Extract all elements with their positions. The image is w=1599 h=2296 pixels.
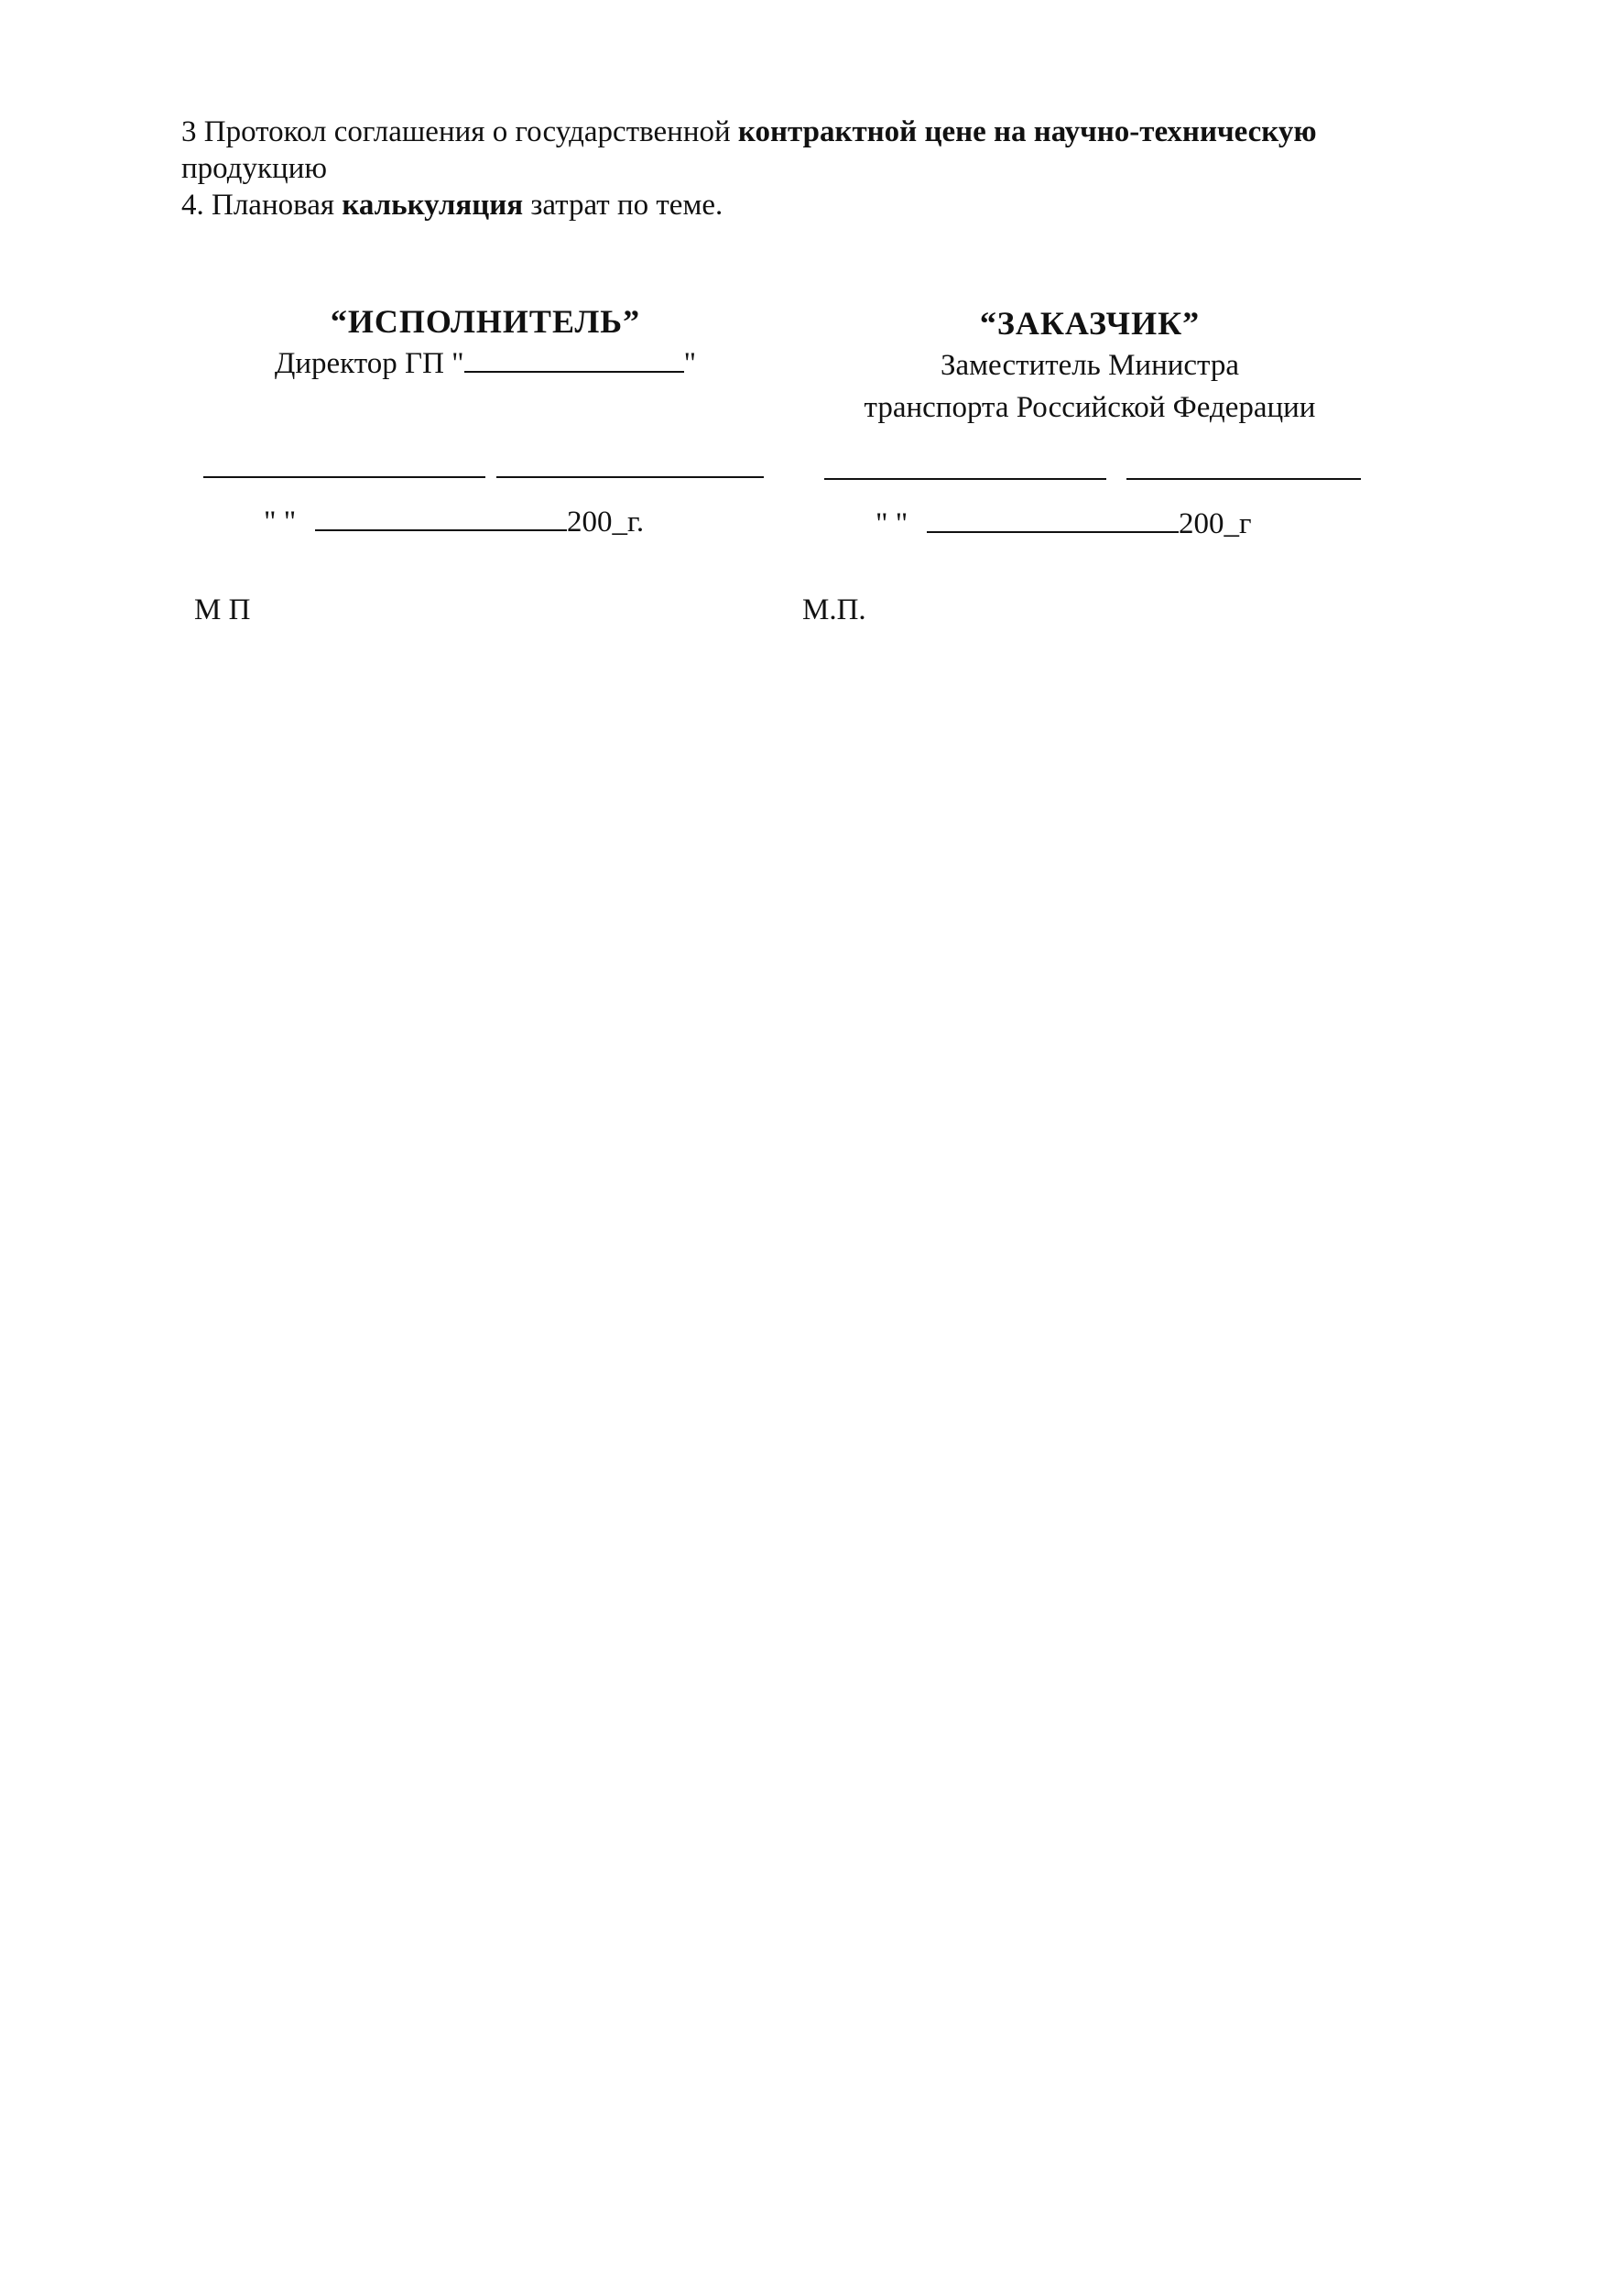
customer-block xyxy=(806,302,1374,429)
customer-date-quotes: " " xyxy=(876,507,908,540)
customer-name-line xyxy=(1126,478,1361,480)
executor-role: “ИСПОЛНИТЕЛЬ” xyxy=(330,303,641,340)
customer-title-line-1: Заместитель Министра xyxy=(940,349,1240,382)
executor-title-prefix: Директор ГП " xyxy=(274,347,464,380)
executor-date xyxy=(264,502,644,540)
executor-block xyxy=(229,300,742,385)
attachment-item-3-bold: контрактной цене на научно-техническую xyxy=(737,115,1317,148)
customer-title-line-2: транспорта Российской Федерации xyxy=(864,391,1316,424)
customer-date-year: 200_г xyxy=(1179,507,1252,540)
attachment-item-4 xyxy=(181,187,1427,223)
attachment-item-3-text: 3 Протокол соглашения о государственной xyxy=(181,115,738,148)
customer-date-blank xyxy=(927,504,1179,533)
executor-org-blank xyxy=(464,345,684,373)
attachment-item-3-continuation: продукцию xyxy=(181,152,328,185)
executor-stamp-place: М П xyxy=(194,593,251,626)
attachment-item-3 xyxy=(181,114,1427,150)
executor-date-quotes: " " xyxy=(264,506,297,539)
executor-name-line xyxy=(496,476,764,478)
executor-signature-line xyxy=(203,476,485,478)
customer-signature-line xyxy=(824,478,1106,480)
attachment-item-4-suffix: затрат по теме. xyxy=(523,189,723,222)
attachment-item-4-bold: калькуляция xyxy=(342,189,524,222)
customer-role: “ЗАКАЗЧИК” xyxy=(979,305,1201,342)
customer-date xyxy=(876,504,1252,542)
executor-date-year: 200_г. xyxy=(567,506,645,539)
attachment-item-4-prefix: 4. Плановая xyxy=(181,189,343,222)
executor-date-blank xyxy=(315,502,567,531)
customer-stamp-place: М.П. xyxy=(802,593,866,626)
executor-title xyxy=(229,343,742,385)
executor-title-suffix: " xyxy=(683,347,697,380)
attachments-list xyxy=(181,114,1427,223)
